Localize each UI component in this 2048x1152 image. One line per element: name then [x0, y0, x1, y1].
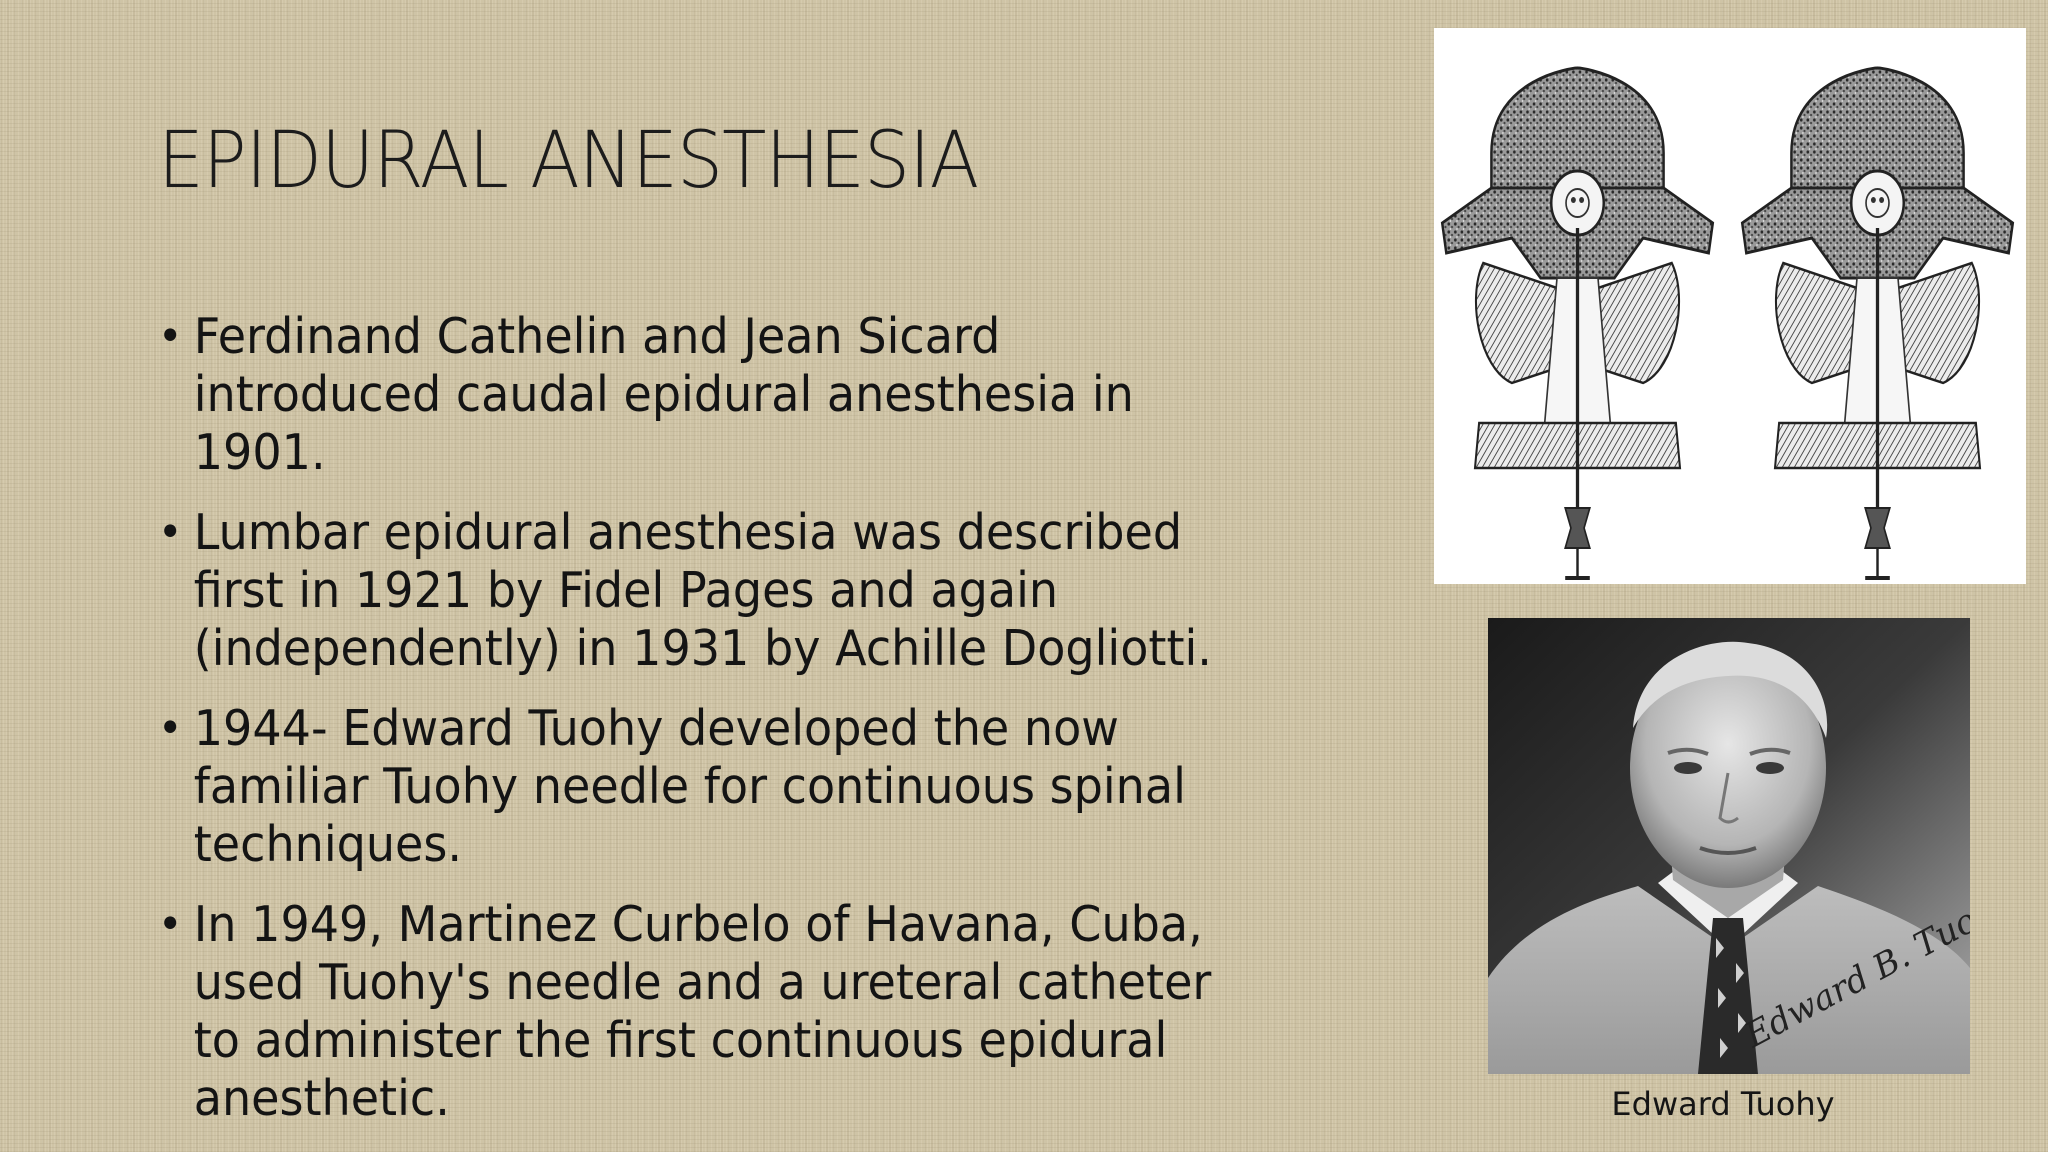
bullet-icon: • [158, 507, 183, 558]
bullet-icon: • [158, 899, 183, 950]
bullet-text: 1944- Edward Tuohy developed the now familiar Tuohy needle for continuous spinal techniques. [193, 700, 1186, 873]
bullet-text: Lumbar epidural anesthesia was described first in 1921 by Fidel Pages and again (independently) in 1931 by Achille Dogliotti. [193, 504, 1212, 677]
bullet-text: In 1949, Martinez Curbelo of Havana, Cuba, used Tuohy's needle and a ureteral catheter to administer the first continuous epidural anesthetic. [193, 896, 1212, 1127]
portrait-drawing [1488, 618, 1970, 1074]
bullet-list [158, 308, 1420, 1150]
photo-caption: Edward Tuohy [1611, 1085, 1835, 1123]
bullet-item [158, 700, 1247, 874]
spine-drawing [1434, 28, 2026, 584]
bullet-item [158, 504, 1247, 678]
slide-title: EPIDURAL ANESTHESIA [158, 116, 979, 206]
bullet-text: Ferdinand Cathelin and Jean Sicard introduced caudal epidural anesthesia in 1901. [193, 308, 1134, 481]
bullet-item [158, 896, 1247, 1128]
bullet-item [158, 308, 1247, 482]
bullet-icon: • [158, 311, 183, 362]
bullet-icon: • [158, 703, 183, 754]
edward-tuohy-photo [1488, 618, 1970, 1074]
spine-illustration [1434, 28, 2026, 584]
